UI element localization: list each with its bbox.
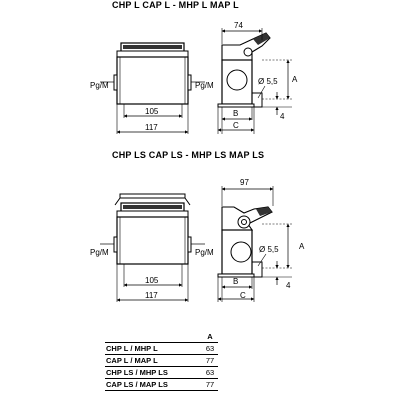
dim-hole-top: Ø 5,5 [258, 77, 278, 86]
table-row [105, 379, 218, 391]
dim-offset-bottom: 4 [286, 281, 291, 290]
dim-a-top: A [292, 75, 298, 84]
table-cell-name: CHP L / MHP L [105, 343, 202, 355]
table-a-header: A [202, 331, 218, 343]
dim-depth-top: 74 [234, 21, 243, 30]
header-bottom: CHP LS CAP LS - MHP LS MAP LS [112, 150, 265, 160]
dim-c-top: C [233, 121, 239, 130]
dim-outer-bottom: 117 [145, 291, 158, 300]
dim-offset-top: 4 [280, 112, 285, 121]
table-cell-name: CAP LS / MAP LS [105, 379, 202, 391]
table-cell-value: 63 [202, 343, 218, 355]
dim-hole-bottom: Ø 5,5 [259, 245, 279, 254]
front-view-top [100, 43, 205, 134]
dimension-table [105, 331, 218, 391]
dim-c-bottom: C [240, 291, 246, 300]
table-cell-value: 63 [202, 367, 218, 379]
dim-a-bottom: A [299, 242, 305, 251]
table-row [105, 367, 218, 379]
pg-label-right-bottom: Pg/M [195, 248, 214, 257]
table-cell-value: 77 [202, 355, 218, 367]
pg-label-left-top: Pg/M [90, 81, 109, 90]
dim-inner-top: 105 [145, 107, 159, 116]
table-header-row [105, 331, 218, 343]
table-cell-name: CHP LS / MHP LS [105, 367, 202, 379]
dim-depth-bottom: 97 [240, 178, 249, 187]
table-row [105, 343, 218, 355]
side-view-bottom [218, 186, 292, 302]
pg-label-left-bottom: Pg/M [90, 248, 109, 257]
dim-outer-top: 117 [145, 123, 158, 132]
table-cell-name: CAP L / MAP L [105, 355, 202, 367]
table-cell-value: 77 [202, 379, 218, 391]
pg-label-right-top: Pg/M [195, 81, 214, 90]
header-top: CHP L CAP L - MHP L MAP L [112, 0, 239, 10]
table-name-header [105, 331, 202, 343]
dim-b-top: B [233, 109, 239, 118]
front-view-bottom [100, 194, 205, 302]
dim-inner-bottom: 105 [145, 276, 159, 285]
dim-b-bottom: B [233, 277, 239, 286]
table-row [105, 355, 218, 367]
